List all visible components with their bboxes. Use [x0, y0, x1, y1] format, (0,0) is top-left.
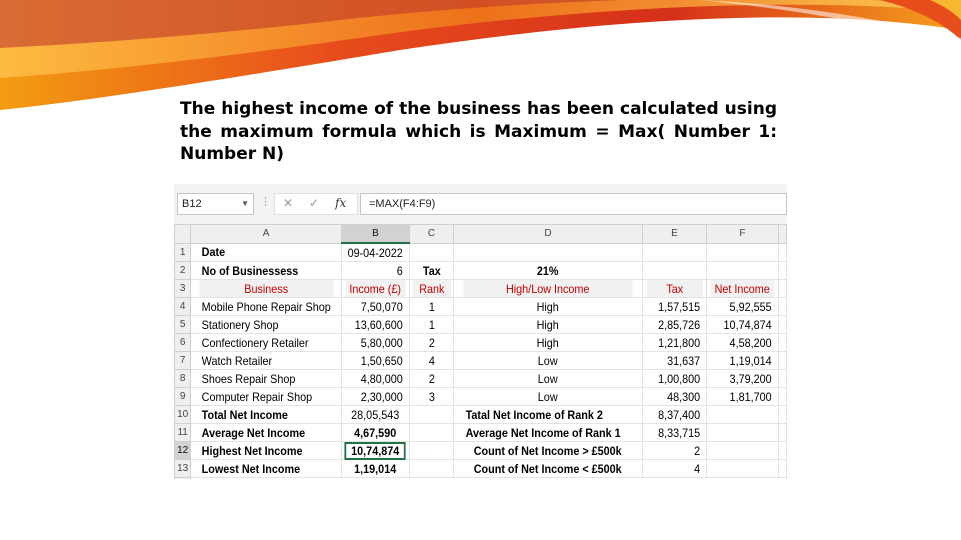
excel-screenshot: [174, 184, 787, 479]
cell-b5[interactable]: 13,60,600: [345, 316, 407, 334]
cell-d12[interactable]: Count of Net Income > £500k: [463, 442, 633, 460]
extra-cell: [779, 442, 786, 460]
cell-b1[interactable]: 09-04-2022: [345, 243, 407, 262]
empty-cell: [412, 478, 451, 480]
empty-cell: [779, 478, 786, 480]
cell-e1[interactable]: [646, 243, 703, 262]
row-header-13[interactable]: 13: [175, 460, 191, 478]
table-row: [175, 442, 787, 460]
spreadsheet-grid: [174, 224, 787, 479]
formula-bar: [174, 184, 787, 225]
column-header-extra: [779, 225, 787, 244]
cell-b3[interactable]: Income (£): [345, 280, 407, 298]
row-header-4[interactable]: 4: [175, 298, 191, 316]
cell-d2[interactable]: 21%: [463, 262, 633, 280]
name-box-value: B12: [182, 198, 202, 210]
name-box[interactable]: [177, 193, 254, 215]
cell-c12[interactable]: [412, 442, 451, 460]
table-row: [175, 352, 787, 370]
cell-b7[interactable]: 1,50,650: [345, 352, 407, 370]
cell-e13[interactable]: 4: [646, 460, 703, 478]
cell-c1[interactable]: [412, 243, 451, 262]
row-header-1[interactable]: 1: [175, 243, 191, 262]
cell-c9[interactable]: 3: [412, 388, 451, 406]
cell-e2[interactable]: [646, 262, 703, 280]
cell-c4[interactable]: 1: [412, 298, 451, 316]
cell-c5[interactable]: 1: [412, 316, 451, 334]
cell-b9[interactable]: 2,30,000: [345, 388, 407, 406]
cell-a3[interactable]: Business: [198, 280, 333, 298]
cell-e6[interactable]: 1,21,800: [646, 334, 703, 352]
cell-a5[interactable]: Stationery Shop: [198, 316, 333, 334]
extra-cell: [779, 424, 786, 442]
cell-c8[interactable]: 2: [412, 370, 451, 388]
extra-cell: [779, 406, 786, 424]
cell-a2[interactable]: No of Businessess: [198, 262, 333, 280]
extra-cell: [779, 370, 786, 388]
extra-cell: [779, 262, 786, 280]
cell-d7[interactable]: Low: [463, 352, 633, 370]
table-row: [175, 243, 787, 262]
cell-f12[interactable]: [710, 442, 775, 460]
cell-b2[interactable]: 6: [345, 262, 407, 280]
cell-b11[interactable]: 4,67,590: [345, 424, 407, 442]
cell-a8[interactable]: Shoes Repair Shop: [198, 370, 333, 388]
select-all-corner[interactable]: [175, 225, 191, 244]
formula-input[interactable]: =MAX(F4:F9): [360, 193, 787, 215]
cell-e11[interactable]: 8,33,715: [646, 424, 703, 442]
table-row: [175, 406, 787, 424]
row-header-8[interactable]: 8: [175, 370, 191, 388]
row-header-3[interactable]: 3: [175, 280, 191, 298]
cell-d13[interactable]: Count of Net Income < £500k: [463, 460, 633, 478]
cell-b13[interactable]: 1,19,014: [345, 460, 407, 478]
cell-d11[interactable]: Average Net Income of Rank 1: [463, 424, 633, 442]
cell-e5[interactable]: 2,85,726: [646, 316, 703, 334]
extra-cell: [779, 243, 786, 262]
row-header-6[interactable]: 6: [175, 334, 191, 352]
cell-f2[interactable]: [710, 262, 775, 280]
extra-cell: [779, 298, 786, 316]
cell-b12[interactable]: 10,74,874: [345, 442, 407, 460]
extra-cell: [779, 280, 786, 298]
extra-cell: [779, 316, 786, 334]
extra-cell: [779, 388, 786, 406]
cell-f11[interactable]: [710, 424, 775, 442]
table-row: [175, 262, 787, 280]
row-header-2[interactable]: 2: [175, 262, 191, 280]
cell-d4[interactable]: High: [463, 298, 633, 316]
cell-f3[interactable]: Net Income: [710, 280, 775, 298]
cell-a1[interactable]: Date: [198, 243, 333, 262]
formula-buttons: [274, 193, 358, 215]
cell-d10[interactable]: Tatal Net Income of Rank 2: [463, 406, 633, 424]
cell-a12[interactable]: Highest Net Income: [198, 442, 333, 460]
enter-icon[interactable]: ✓: [309, 196, 320, 210]
cell-e3[interactable]: Tax: [646, 280, 703, 298]
slide-heading: The highest income of the business has been calculated using the maximum formula which is Maximum = Max( Number 1: Number N): [180, 99, 777, 164]
cell-a4[interactable]: Mobile Phone Repair Shop: [198, 298, 333, 316]
cell-d5[interactable]: High: [463, 316, 633, 334]
cell-f6[interactable]: 4,58,200: [710, 334, 775, 352]
cell-f4[interactable]: 5,92,555: [710, 298, 775, 316]
row-header-9[interactable]: 9: [175, 388, 191, 406]
extra-cell: [779, 334, 786, 352]
empty-cell: [175, 478, 191, 480]
column-header-e[interactable]: E: [643, 225, 706, 244]
column-header-c[interactable]: C: [410, 225, 454, 244]
cell-c13[interactable]: [412, 460, 451, 478]
table-row: [175, 388, 787, 406]
cell-e9[interactable]: 48,300: [646, 388, 703, 406]
cell-a6[interactable]: Confectionery Retailer: [198, 334, 333, 352]
table-row: [175, 460, 787, 478]
row-header-11[interactable]: 11: [175, 424, 191, 442]
table-row: [175, 334, 787, 352]
cell-a10[interactable]: Total Net Income: [198, 406, 333, 424]
cell-d9[interactable]: Low: [463, 388, 633, 406]
cell-e4[interactable]: 1,57,515: [646, 298, 703, 316]
empty-cell: [710, 478, 775, 480]
cell-c3[interactable]: Rank: [412, 280, 451, 298]
table-row: [175, 298, 787, 316]
table-row: [175, 370, 787, 388]
table-row: [175, 424, 787, 442]
cell-d6[interactable]: High: [463, 334, 633, 352]
cell-b6[interactable]: 5,80,000: [345, 334, 407, 352]
cell-c2[interactable]: Tax: [412, 262, 451, 280]
cell-c10[interactable]: [412, 406, 451, 424]
column-header-a[interactable]: A: [191, 225, 341, 244]
cell-c11[interactable]: [412, 424, 451, 442]
cell-a7[interactable]: Watch Retailer: [198, 352, 333, 370]
cell-b10[interactable]: 28,05,543: [345, 406, 407, 424]
row-header-7[interactable]: 7: [175, 352, 191, 370]
cell-f1[interactable]: [710, 243, 775, 262]
insert-function-icon[interactable]: fx: [335, 196, 347, 210]
empty-cell: [198, 478, 333, 480]
table-row: [175, 280, 787, 298]
cell-e10[interactable]: 8,37,400: [646, 406, 703, 424]
cell-d1[interactable]: [463, 243, 633, 262]
cell-f13[interactable]: [710, 460, 775, 478]
extra-cell: [779, 460, 786, 478]
cell-a11[interactable]: Average Net Income: [198, 424, 333, 442]
row-header-10[interactable]: 10: [175, 406, 191, 424]
cell-f10[interactable]: [710, 406, 775, 424]
cell-f7[interactable]: 1,19,014: [710, 352, 775, 370]
cancel-icon[interactable]: ✕: [283, 196, 294, 210]
table-row: [175, 316, 787, 334]
row-header-5[interactable]: 5: [175, 316, 191, 334]
chevron-down-icon[interactable]: ▼: [241, 199, 249, 208]
cell-e12[interactable]: 2: [646, 442, 703, 460]
cell-c6[interactable]: 2: [412, 334, 451, 352]
cell-f5[interactable]: 10,74,874: [710, 316, 775, 334]
table-row: [175, 478, 787, 480]
column-header-d[interactable]: D: [453, 225, 642, 244]
column-header-b[interactable]: B: [341, 225, 409, 244]
empty-cell: [345, 478, 407, 480]
cell-f8[interactable]: 3,79,200: [710, 370, 775, 388]
cell-e7[interactable]: 31,637: [646, 352, 703, 370]
cell-b8[interactable]: 4,80,000: [345, 370, 407, 388]
cell-d3[interactable]: High/Low Income: [463, 280, 633, 298]
column-header-f[interactable]: F: [706, 225, 778, 244]
cell-e8[interactable]: 1,00,800: [646, 370, 703, 388]
more-options-icon[interactable]: ⋮: [260, 196, 271, 208]
cell-d8[interactable]: Low: [463, 370, 633, 388]
row-header-12[interactable]: 12: [175, 442, 191, 460]
cell-a9[interactable]: Computer Repair Shop: [198, 388, 333, 406]
empty-cell: [463, 478, 633, 480]
empty-cell: [646, 478, 703, 480]
extra-cell: [779, 352, 786, 370]
cell-f9[interactable]: 1,81,700: [710, 388, 775, 406]
cell-b4[interactable]: 7,50,070: [345, 298, 407, 316]
cell-c7[interactable]: 4: [412, 352, 451, 370]
cell-a13[interactable]: Lowest Net Income: [198, 460, 333, 478]
